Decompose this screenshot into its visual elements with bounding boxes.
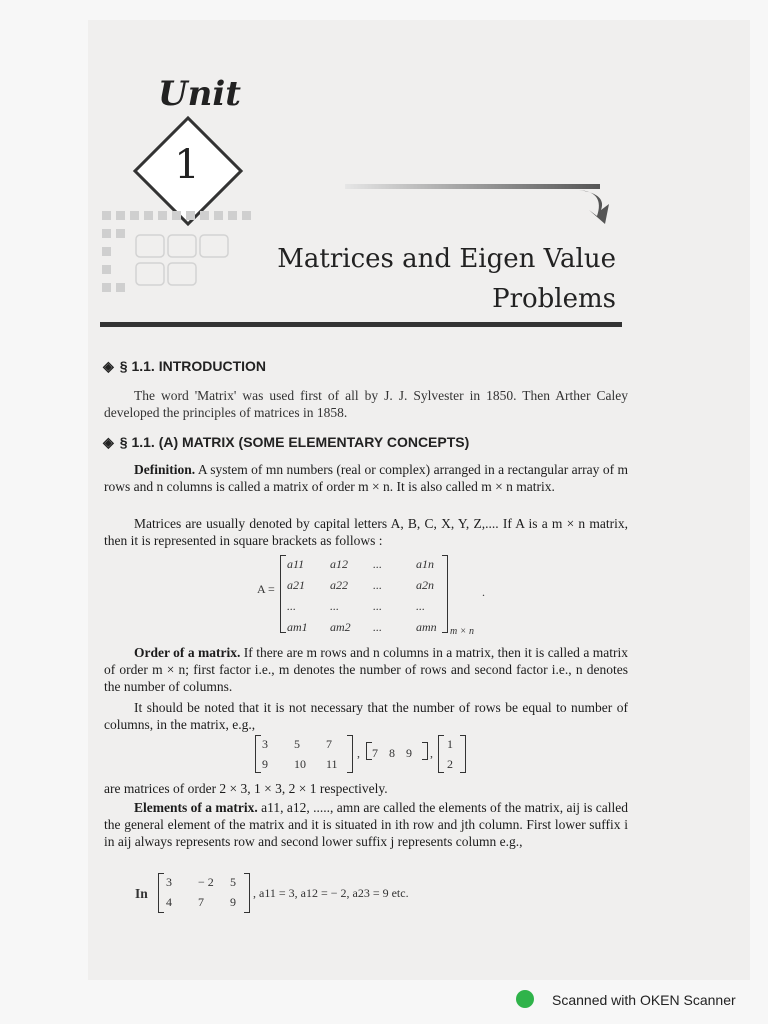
definition-paragraph (104, 461, 628, 495)
right-bracket (442, 555, 448, 633)
matrix-cell: a1n (416, 557, 434, 571)
decorative-arrow-line (345, 184, 600, 189)
intro-paragraph: The word 'Matrix' was used first of all by J. J. Sylvester in 1850. Then Arther Caley developed the principles of matrices in 1858. (104, 388, 628, 420)
matrix-separator: , (430, 746, 433, 760)
matrix-cell: ... (287, 599, 296, 613)
matrix-heading (103, 434, 469, 451)
matrix-cell: 3 (166, 875, 172, 889)
matrix-cell: am1 (287, 620, 308, 634)
matrix-cell: ... (373, 578, 382, 592)
matrix-cell: 7 (372, 746, 378, 760)
matrix-cell: 9 (406, 746, 412, 760)
matrix-cell: ... (416, 599, 425, 613)
orders-paragraph: are matrices of order 2 × 3, 1 × 3, 2 × 1 respectively. (104, 781, 388, 796)
example-result: , a11 = 3, a12 = − 2, a23 = 9 etc. (253, 886, 409, 900)
matrix-cell: 3 (262, 737, 268, 751)
matrix-cell: − 2 (198, 875, 214, 889)
right-bracket (347, 735, 353, 773)
matrix-order: m × n (450, 626, 474, 637)
curved-arrow-icon (575, 186, 615, 226)
unit-label: Unit (158, 74, 241, 114)
matrix-cell: a2n (416, 578, 434, 592)
elements-paragraph (104, 799, 628, 850)
scanner-logo-icon (516, 990, 534, 1008)
unit-number: 1 (174, 142, 200, 188)
order-label: Order of a matrix. (134, 645, 241, 660)
diamond-bullet-icon: ◈ (103, 358, 114, 374)
right-bracket (244, 873, 250, 913)
order-paragraph (104, 644, 628, 695)
title-rule (100, 322, 622, 327)
matrix-cell: 11 (326, 757, 338, 771)
right-bracket (422, 742, 428, 760)
matrix-cell: 8 (389, 746, 395, 760)
chapter-title-line1: Matrices and Eigen Value (277, 244, 616, 274)
matrix-cell: 7 (326, 737, 332, 751)
intro-heading-text: § 1.1. INTRODUCTION (119, 358, 267, 374)
left-bracket (255, 735, 261, 773)
matrix-cell: 9 (230, 895, 236, 909)
left-bracket (158, 873, 164, 913)
left-bracket (438, 735, 444, 773)
order-text: If there are m rows and n columns in a matrix, then it is called a matrix of order m × n; first factor i.e., m denotes the number of rows and second factor i.e., n denotes the number of columns. (104, 645, 628, 694)
example-in-label: In (135, 886, 148, 901)
matrix-cell: 9 (262, 757, 268, 771)
matrix-cell: 2 (447, 757, 453, 771)
matrix-separator: , (357, 746, 360, 760)
left-bracket (280, 555, 286, 633)
matrix-cell: a11 (287, 557, 305, 571)
intro-heading (103, 358, 266, 375)
note-paragraph: It should be noted that it is not necessary that the number of rows be equal to number of columns, in the matrix, e.g., (104, 700, 628, 732)
denoted-paragraph: Matrices are usually denoted by capital letters A, B, C, X, Y, Z,.... If A is a m × n matrix, then it is represented in square brackets as follows : (104, 516, 628, 548)
matrix-cell: 5 (230, 875, 236, 889)
matrix-cell: a12 (330, 557, 348, 571)
right-bracket (460, 735, 466, 773)
matrix-cell: ... (373, 557, 382, 571)
matrix-cell: am2 (330, 620, 351, 634)
matrix-cell: 4 (166, 895, 172, 909)
elements-text: a11, a12, ....., amn are called the elements of the matrix, aij is called the general element of the matrix and it is situated in ith row and jth column. First lower suffix i in aij always represents row and second lower suffix j represents column e.g., (104, 800, 628, 849)
matrix-cell: ... (373, 599, 382, 613)
scanner-watermark: Scanned with OKEN Scanner (552, 992, 736, 1008)
elements-label: Elements of a matrix. (134, 800, 258, 815)
matrix-heading-text: § 1.1. (A) MATRIX (SOME ELEMENTARY CONCEPTS) (119, 434, 470, 450)
matrix-cell: ... (330, 599, 339, 613)
matrix-cell: amn (416, 620, 437, 634)
decorative-grid (96, 205, 271, 310)
matrix-cell: ... (373, 620, 382, 634)
diamond-bullet-icon: ◈ (103, 434, 114, 450)
matrix-cell: a22 (330, 578, 348, 592)
matrix-trail: . (482, 585, 485, 599)
matrix-cell: 7 (198, 895, 204, 909)
matrix-cell: 10 (294, 757, 306, 771)
matrix-lhs: A = (257, 582, 275, 596)
definition-text: A system of mn numbers (real or complex) arranged in a rectangular array of m rows and n columns is called a matrix of order m × n. It is also called m × n matrix. (104, 462, 628, 494)
matrix-cell: a21 (287, 578, 305, 592)
matrix-cell: 5 (294, 737, 300, 751)
definition-label: Definition. (134, 462, 196, 477)
matrix-cell: 1 (447, 737, 453, 751)
chapter-title-line2: Problems (492, 284, 616, 314)
